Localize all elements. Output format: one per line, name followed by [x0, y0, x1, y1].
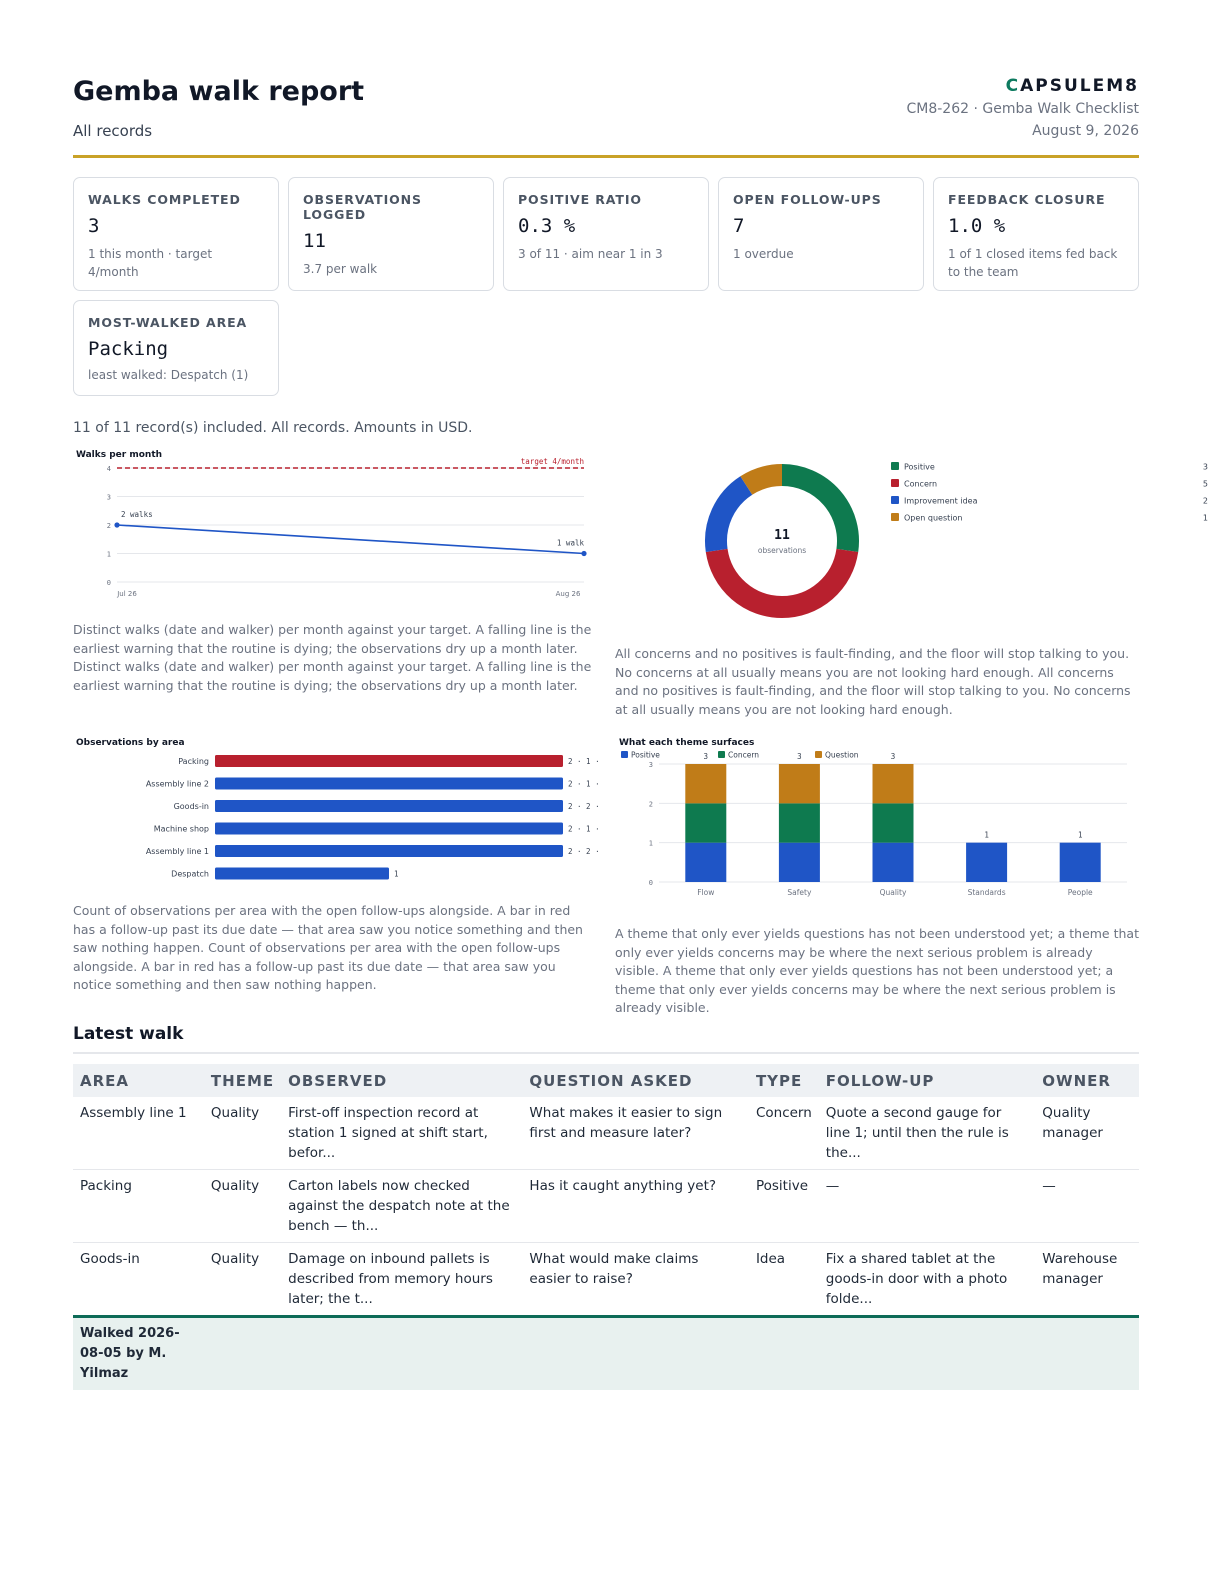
bar-total-label: 1 [984, 830, 989, 840]
column-header-follow-up: FOLLOW-UP [819, 1064, 1035, 1097]
areas-chart-description: Count of observations per area with the open follow-ups alongside. A bar in red has a follow-up past its due date — that area saw you notice something and then saw nothing happen. Count of observations per area with the open follow-ups alongside. A bar in red has a follow-up past its due date — that area saw you notice something and then saw nothing happen. [73, 903, 583, 992]
column-header-observed: OBSERVED [281, 1064, 522, 1097]
stacked-bar-segment [779, 843, 820, 882]
y-tick-label: 4 [106, 465, 111, 473]
legend-label: Concern [728, 750, 760, 760]
cell-follow-up: — [819, 1170, 1035, 1243]
legend-label: Positive [631, 750, 660, 760]
cell-observed: First-off inspection record at station 1 signed at shift start, befor... [281, 1097, 522, 1170]
stacked-bar-segment [685, 843, 726, 882]
bar-category-label: Assembly line 2 [145, 779, 209, 789]
table-header-row [73, 1064, 1139, 1097]
stacked-bar-segment [873, 843, 914, 882]
observation-mix-chart [615, 446, 1208, 626]
x-tick-label: Flow [697, 888, 715, 897]
latest-walk-table [73, 1064, 1139, 1390]
data-point [114, 522, 119, 527]
x-tick-label: Quality [879, 888, 907, 897]
column-header-question: QUESTION ASKED [522, 1064, 749, 1097]
kpi-card-open-followups [718, 177, 924, 291]
donut-slice-improvement-idea [716, 485, 746, 550]
cell-observed: Damage on inbound pallets is described from memory hours later; the t... [281, 1243, 522, 1317]
column-header-theme: THEME [204, 1064, 281, 1097]
kpi-value: 1.0 % [948, 215, 1006, 237]
legend-swatch [891, 462, 899, 470]
page-title: Gemba walk report [73, 76, 365, 107]
stacked-bar-segment [779, 764, 820, 803]
latest-walk-title: Latest walk [73, 1024, 184, 1044]
legend-swatch [891, 513, 899, 521]
kpi-note: 3 of 11 · aim near 1 in 3 [518, 247, 663, 261]
legend-swatch [718, 751, 725, 758]
stacked-bar-segment [873, 764, 914, 803]
legend-swatch [891, 496, 899, 504]
donut-center-label: observations [757, 546, 807, 555]
area-bar [215, 800, 563, 812]
footer-empty-cell [819, 1317, 1035, 1391]
walks-per-month-chart [73, 446, 593, 606]
report-date: August 9, 2026 [1032, 123, 1139, 139]
cell-type: Idea [749, 1243, 819, 1317]
column-header-owner: OWNER [1035, 1064, 1139, 1097]
footer-empty-cell [522, 1317, 749, 1391]
y-tick-label: 0 [648, 879, 653, 887]
mix-chart-description: All concerns and no positives is fault-finding, and the floor will stop talking to you. No concerns at all usually means you are not looking hard enough. All concerns and no positives is fault-finding, and the floor will stop talking to you. No concerns at all usually means you are not looking hard enough. [615, 646, 1131, 717]
legend-label: Open question [904, 513, 963, 523]
legend-label: Improvement idea [904, 496, 978, 506]
y-tick-label: 3 [106, 493, 111, 502]
bar-category-label: Assembly line 1 [145, 847, 209, 856]
kpi-value: 11 [303, 230, 326, 252]
chart-title: Observations by area [76, 738, 185, 748]
bar-value-label: 2 · 1 · [568, 757, 600, 766]
cell-question: Has it caught anything yet? [522, 1170, 749, 1243]
cell-type: Concern [749, 1097, 819, 1170]
y-tick-label: 0 [106, 579, 111, 587]
x-tick-label: Safety [787, 888, 812, 897]
legend-value: 5 [1202, 479, 1208, 489]
brand-logo [1006, 76, 1139, 96]
walks-series-line [117, 525, 584, 554]
walks-chart-description: Distinct walks (date and walker) per month against your target. A falling line is the earliest warning that the routine is dying; the observations dry up a month later. Distinct walks (date and walker) per month against your target. A falling line is the earliest warning that the routine is dying; the observations dry up a month later. [73, 622, 592, 693]
kpi-value: 0.3 % [518, 215, 576, 237]
x-tick-label: People [1067, 888, 1093, 897]
kpi-value: Packing [88, 338, 169, 360]
report-header [73, 72, 1139, 158]
data-label: 1 walk [556, 538, 584, 548]
donut-center-value: 11 [774, 528, 790, 543]
kpi-label: MOST-WALKED AREA [88, 315, 248, 330]
stacked-bar-segment [873, 803, 914, 842]
stacked-bar-segment [966, 843, 1007, 882]
footer-empty-cell [281, 1317, 522, 1391]
cell-question: What makes it easier to sign first and measure later? [522, 1097, 749, 1170]
donut-slice-positive [782, 475, 848, 550]
column-header-area: AREA [73, 1064, 204, 1097]
cell-area: Assembly line 1 [73, 1097, 204, 1170]
y-tick-label: 2 [648, 800, 653, 809]
x-tick-label: Standards [967, 888, 1006, 897]
stacked-bar-segment [779, 803, 820, 842]
kpi-label: WALKS COMPLETED [88, 192, 241, 207]
section-divider [73, 1052, 1139, 1054]
cell-question: What would make claims easier to raise? [522, 1243, 749, 1317]
data-label: 2 walks [121, 510, 153, 519]
cell-owner: Quality manager [1035, 1097, 1139, 1170]
kpi-label: OPEN FOLLOW-UPS [733, 192, 882, 207]
table-footer-row [73, 1317, 1139, 1391]
brand-mark: C [1005, 76, 1021, 96]
donut-slice-concern [717, 550, 848, 607]
cell-theme: Quality [204, 1170, 281, 1243]
footer-empty-cell [749, 1317, 819, 1391]
bar-value-label: 2 · 2 · [568, 802, 600, 811]
cell-follow-up: Fix a shared tablet at the goods-in door with a photo folde... [819, 1243, 1035, 1317]
chart-title: Walks per month [76, 450, 163, 460]
bar-total-label: 3 [703, 752, 709, 761]
kpi-card-walks [73, 177, 279, 291]
walk-footer: Walked 2026-08-05 by M. Yilmaz [73, 1317, 204, 1391]
kpi-note: 3.7 per walk [303, 262, 378, 276]
cell-owner: Warehouse manager [1035, 1243, 1139, 1317]
theme-surfaces-chart [615, 734, 1139, 900]
x-tick-label: Aug 26 [555, 590, 581, 598]
cell-follow-up: Quote a second gauge for line 1; until then the rule is the... [819, 1097, 1035, 1170]
x-tick-label: Jul 26 [117, 590, 137, 598]
stacked-bar-segment [1060, 843, 1101, 882]
kpi-label: POSITIVE RATIO [518, 192, 642, 207]
bar-category-label: Machine shop [153, 824, 209, 834]
bar-total-label: 3 [890, 752, 896, 761]
y-tick-label: 3 [648, 761, 653, 769]
themes-chart-description: A theme that only ever yields questions has not been understood yet; a theme that only ever yields concerns may be where the next serious problem is already visible. A theme that only ever yields questions has not been understood yet; a theme that only ever yields concerns may be where the next serious problem is already visible. [615, 926, 1139, 1015]
y-tick-label: 1 [648, 839, 653, 848]
bar-value-label: 2 · 1 · [568, 779, 600, 789]
footer-empty-cell [204, 1317, 281, 1391]
area-bar [215, 778, 563, 790]
kpi-value: 3 [88, 215, 100, 237]
cell-area: Packing [73, 1170, 204, 1243]
bar-category-label: Goods-in [173, 802, 209, 811]
legend-value: 1 [1202, 513, 1208, 523]
stacked-bar-segment [685, 803, 726, 842]
kpi-card-positive-ratio [503, 177, 709, 291]
bar-category-label: Despatch [171, 869, 209, 879]
table-row [73, 1170, 1139, 1243]
data-point [581, 551, 586, 556]
kpi-card-most-walked-area [73, 300, 279, 396]
page-subtitle: All records [73, 122, 153, 140]
cell-type: Positive [749, 1170, 819, 1243]
y-tick-label: 1 [106, 550, 111, 559]
bar-total-label: 1 [1077, 830, 1083, 840]
area-bar [215, 755, 563, 767]
cell-area: Goods-in [73, 1243, 204, 1317]
kpi-label: OBSERVATIONS LOGGED [303, 192, 422, 222]
observations-by-area-chart [73, 734, 603, 886]
table-row [73, 1097, 1139, 1170]
bar-value-label: 1 [394, 869, 399, 879]
kpi-note: least walked: Despatch (1) [88, 368, 249, 382]
document-reference: CM8-262 · Gemba Walk Checklist [906, 101, 1139, 117]
donut-slice-open-question [746, 475, 782, 485]
kpi-note: 1 this month · target 4/month [88, 247, 213, 279]
footer-empty-cell [1035, 1317, 1139, 1391]
cell-theme: Quality [204, 1243, 281, 1317]
stacked-bar-segment [685, 764, 726, 803]
y-tick-label: 2 [106, 522, 111, 530]
bar-value-label: 2 · 1 · [568, 824, 600, 834]
kpi-note: 1 overdue [733, 247, 794, 261]
bar-total-label: 3 [797, 752, 802, 761]
kpi-value: 7 [733, 215, 745, 237]
table-row [73, 1243, 1139, 1317]
kpi-label: FEEDBACK CLOSURE [948, 192, 1106, 207]
kpi-note: 1 of 1 closed items fed back to the team [948, 247, 1118, 279]
cell-owner: — [1035, 1170, 1139, 1243]
legend-value: 2 [1202, 496, 1208, 506]
cell-observed: Carton labels now checked against the despatch note at the bench — th... [281, 1170, 522, 1243]
bar-value-label: 2 · 2 · [568, 847, 600, 856]
kpi-card-observations [288, 177, 494, 291]
area-bar [215, 823, 563, 835]
area-bar [215, 845, 563, 857]
legend-swatch [621, 751, 628, 758]
column-header-type: TYPE [749, 1064, 819, 1097]
legend-label: Concern [904, 479, 938, 489]
legend-swatch [815, 751, 822, 758]
legend-label: Question [825, 750, 859, 760]
records-included-note: 11 of 11 record(s) included. All records. Amounts in USD. [73, 420, 473, 436]
legend-swatch [891, 479, 899, 487]
legend-label: Positive [904, 462, 935, 472]
bar-category-label: Packing [178, 757, 209, 766]
legend-value: 3 [1202, 462, 1208, 472]
area-bar [215, 868, 389, 880]
cell-theme: Quality [204, 1097, 281, 1170]
brand-name: APSULEM8 [1020, 76, 1139, 96]
kpi-card-feedback-closure [933, 177, 1139, 291]
target-label: target 4/month [520, 457, 584, 466]
chart-title: What each theme surfaces [619, 738, 755, 748]
